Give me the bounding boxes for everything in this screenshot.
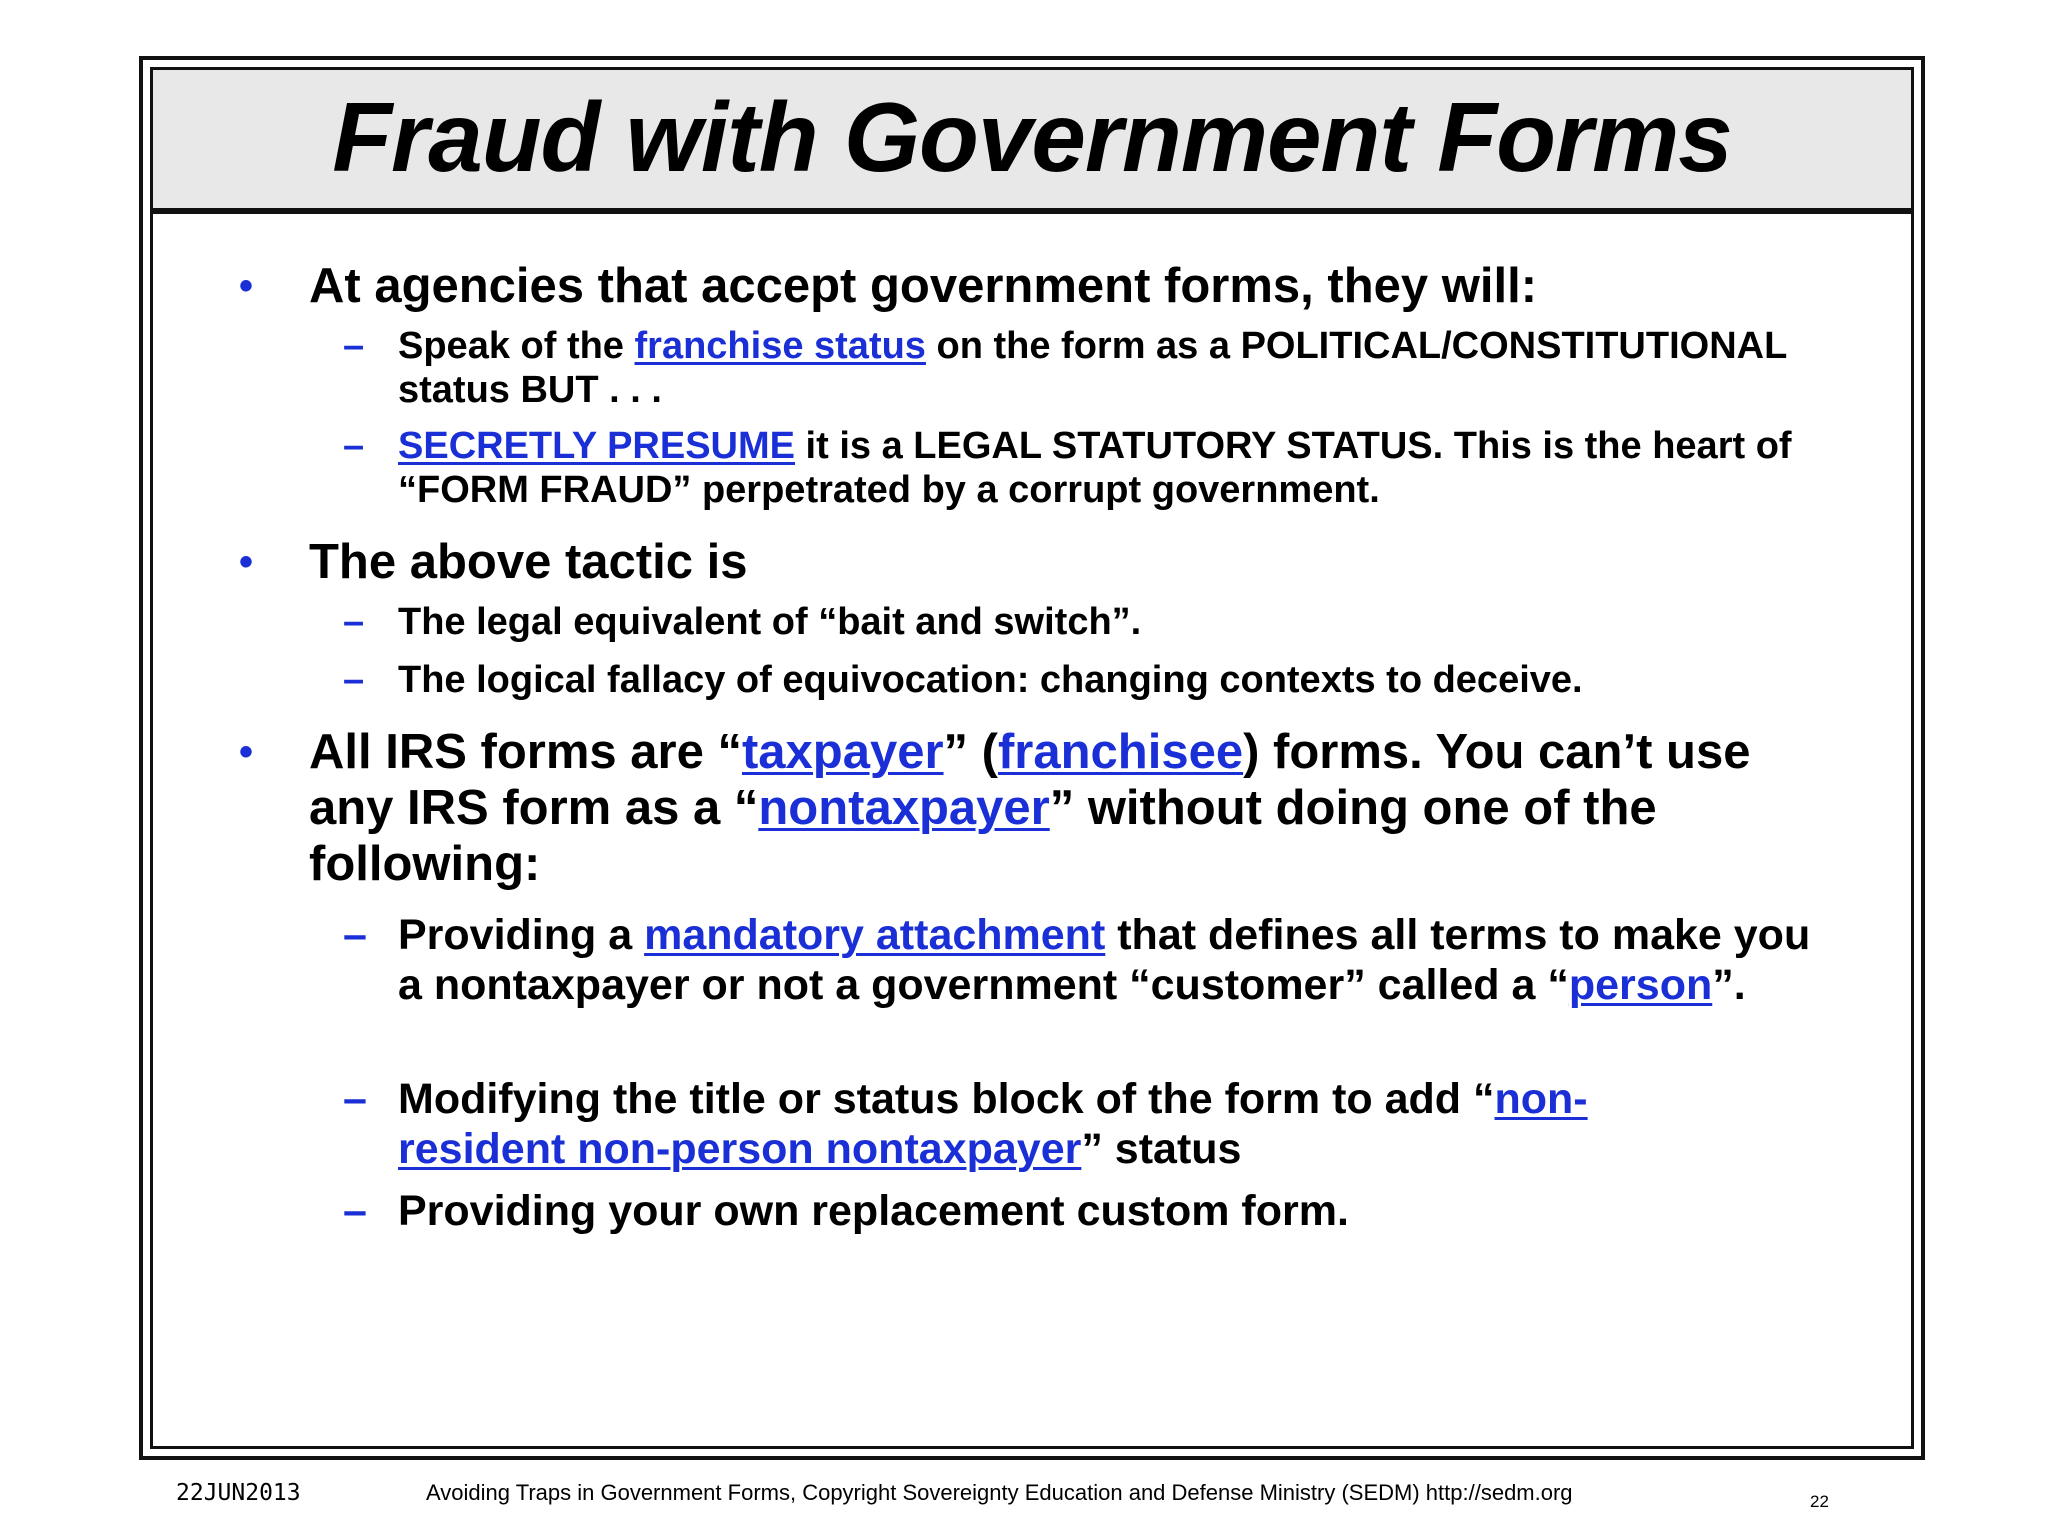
bullet-text: At agencies that accept government forms, they will: xyxy=(309,259,1538,313)
dash-icon: – xyxy=(343,1075,367,1123)
text-run: ” without doing one of the following: xyxy=(309,781,1657,891)
bullet-icon: • xyxy=(239,730,254,774)
sub-bullet-item xyxy=(343,1074,1698,1174)
slide-title: Fraud with Government Forms xyxy=(332,81,1732,192)
slide-content xyxy=(153,70,1911,1446)
dash-icon: – xyxy=(343,601,365,643)
link-franchisee[interactable]: franchisee xyxy=(997,725,1244,779)
text-run: it is a LEGAL STATUTORY STATUS. This is the heart of “FORM FRAUD” perpetrated by a corrupt government. xyxy=(398,425,1792,511)
bullet-item xyxy=(239,534,1829,590)
text-run: Providing a xyxy=(398,911,645,959)
sub-bullet-text xyxy=(398,425,1792,511)
bullet-text xyxy=(309,725,1750,891)
bullet-icon: • xyxy=(239,264,254,308)
text-run: ” status xyxy=(1081,1125,1242,1173)
sub-bullet-item xyxy=(343,424,1818,512)
text-run: that defines all terms to make you a nontaxpayer or not a government “customer” called a “ xyxy=(398,911,1811,1009)
text-run: All IRS forms are “ xyxy=(309,725,742,779)
link-mandatory-attachment[interactable]: mandatory attachment xyxy=(644,911,1106,959)
bullet-item xyxy=(239,258,1829,314)
sub-bullet-text xyxy=(398,1075,1588,1173)
link-taxpayer[interactable]: taxpayer xyxy=(741,725,944,779)
page-number: 22 xyxy=(1810,1492,1829,1511)
sub-bullet-text: The logical fallacy of equivocation: changing contexts to deceive. xyxy=(398,659,1583,701)
link-secretly-presume[interactable]: SECRETLY PRESUME xyxy=(398,425,795,467)
sub-bullet-text xyxy=(398,325,1787,411)
sub-bullet-item xyxy=(343,1186,1818,1236)
sub-bullet-item xyxy=(343,324,1818,412)
sub-bullet-item xyxy=(343,910,1818,1010)
sub-bullet-item xyxy=(343,658,1818,702)
dash-icon: – xyxy=(343,325,365,367)
dash-icon: – xyxy=(343,1187,367,1235)
footer-date: 22JUN2013 xyxy=(176,1480,301,1506)
text-run: ” ( xyxy=(943,725,998,779)
text-run: Speak of the xyxy=(398,325,635,367)
bullet-icon: • xyxy=(239,540,254,584)
sub-bullet-text: The legal equivalent of “bait and switch”. xyxy=(398,601,1142,643)
text-run: Modifying the title or status block of the form to add “ xyxy=(398,1075,1495,1123)
sub-bullet-item xyxy=(343,600,1818,644)
footer-copyright: Avoiding Traps in Government Forms, Copyright Sovereignty Education and Defense Ministry (SEDM) http://sedm.org xyxy=(426,1480,1573,1505)
bullet-text: The above tactic is xyxy=(309,535,748,589)
dash-icon: – xyxy=(343,911,367,959)
link-nontaxpayer[interactable]: nontaxpayer xyxy=(758,781,1050,835)
sub-bullet-text: Providing your own replacement custom form. xyxy=(398,1187,1349,1235)
slide-inner xyxy=(150,67,1914,1449)
link-franchise-status[interactable]: franchise status xyxy=(634,325,926,367)
dash-icon: – xyxy=(343,425,365,467)
sub-bullet-text xyxy=(398,911,1810,1009)
link-non-resident-non-person-nontaxpayer[interactable]: non-resident non-person nontaxpayer xyxy=(398,1075,1588,1173)
link-person[interactable]: person xyxy=(1568,961,1713,1009)
text-run: ”. xyxy=(1712,961,1746,1009)
slide-frame xyxy=(139,56,1925,1460)
text-run: on the form as a POLITICAL/CONSTITUTIONAL status BUT . . . xyxy=(398,325,1787,411)
text-run: ) forms. You can’t use any IRS form as a “ xyxy=(309,725,1751,835)
bullet-item xyxy=(239,724,1809,892)
dash-icon: – xyxy=(343,659,365,701)
